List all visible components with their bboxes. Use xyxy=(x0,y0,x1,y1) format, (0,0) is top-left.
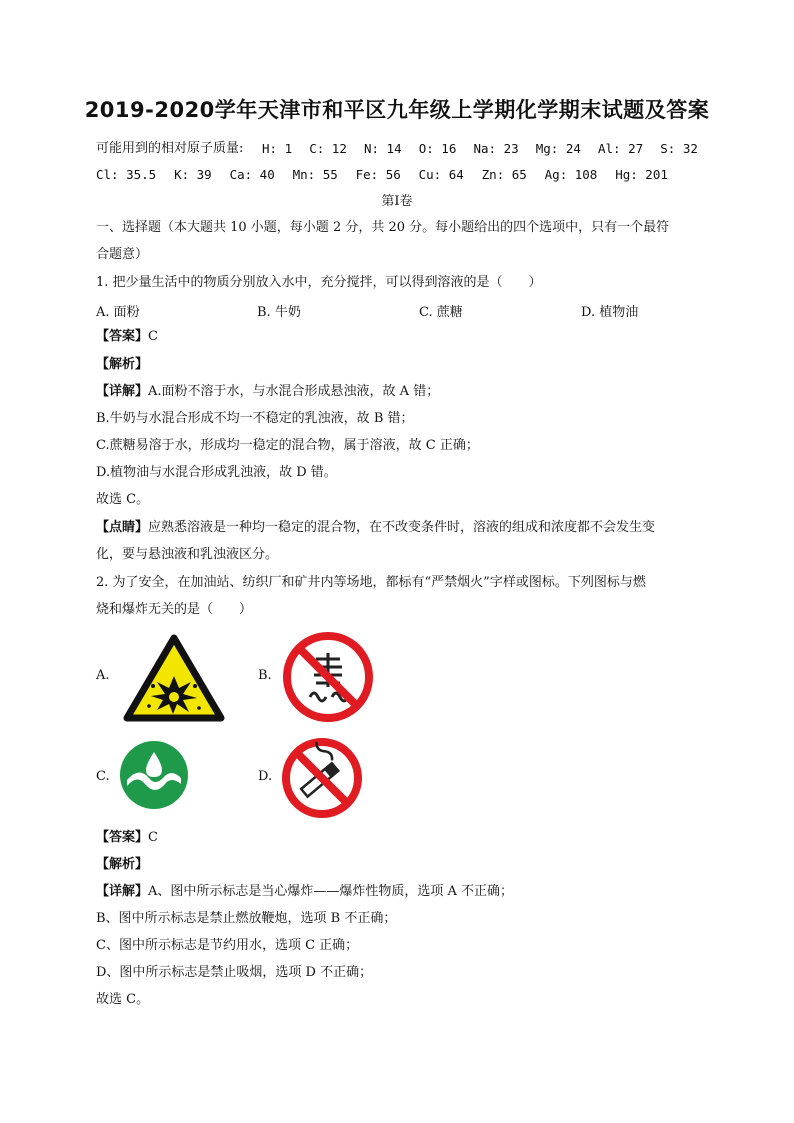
q1-detail-line xyxy=(96,383,439,401)
q1-option-c: C. 蔗糖 xyxy=(419,305,463,320)
mass-item: Ag: 108 xyxy=(544,167,598,182)
mass-item: H: 1 xyxy=(262,141,293,156)
section-heading: 一、选择题（本大题共 10 小题，每小题 2 分，共 20 分。每小题给出的四个选项中，只有一个最符 xyxy=(96,220,670,235)
q1-option-a: A. 面粉 xyxy=(96,305,140,320)
mass-item: Zn: 65 xyxy=(481,167,527,182)
page-title: 2019-2020学年天津市和平区九年级上学期化学期末试题及答案 xyxy=(84,98,710,122)
detail-text: A.面粉不溶于水，与水混合形成悬浊液，故 A 错； xyxy=(148,384,440,399)
volume-heading: 第I卷 xyxy=(381,194,413,209)
mass-item: Na: 23 xyxy=(473,141,519,156)
q1-detail-line: C.蔗糖易溶于水，形成均一稳定的混合物，属于溶液，故 C 正确； xyxy=(96,438,479,453)
detail-text: A、图中所示标志是当心爆炸——爆炸性物质，选项 A 不正确； xyxy=(148,884,514,899)
mass-item: Cl: 35.5 xyxy=(96,167,157,182)
atomic-mass-lead: 可能用到的相对原子质量: xyxy=(96,141,244,156)
answer-tag: 【答案】 xyxy=(96,830,149,845)
q1-tip-cont: 化，要与悬浊液和乳浊液区分。 xyxy=(96,547,279,562)
detail-tag: 【详解】 xyxy=(96,384,149,399)
mass-item: N: 14 xyxy=(363,141,402,156)
q2-label-d: D. xyxy=(258,769,273,784)
mass-item: S: 32 xyxy=(660,141,698,156)
q2-answer xyxy=(96,829,158,847)
q1-detail-line: B.牛奶与水混合形成不均一不稳定的乳浊液，故 B 错； xyxy=(96,411,414,426)
tip-tag: 【点睛】 xyxy=(96,520,149,535)
mass-item: C: 12 xyxy=(309,141,347,156)
q2-label-b: B. xyxy=(258,668,272,683)
q1-answer xyxy=(96,328,158,346)
q1-option-b: B. 牛奶 xyxy=(257,305,301,320)
q2-analysis-tag: 【解析】 xyxy=(96,857,149,872)
answer-tag: 【答案】 xyxy=(96,329,149,344)
q1-option-d: D. 植物油 xyxy=(581,305,639,320)
q1-stem: 1. 把少量生活中的物质分别放入水中，充分搅拌，可以得到溶液的是（ ） xyxy=(96,275,542,290)
mass-item: Mn: 55 xyxy=(292,167,338,182)
atomic-mass-row-2 xyxy=(96,167,668,182)
answer-value: C xyxy=(148,329,158,344)
q2-conclusion: 故选 C。 xyxy=(96,992,150,1007)
q2-stem-cont: 烧和爆炸无关的是（ ） xyxy=(96,602,253,617)
q1-analysis-tag: 【解析】 xyxy=(96,357,149,372)
mass-item: Ca: 40 xyxy=(229,167,275,182)
q2-detail-line xyxy=(96,883,513,901)
mass-item: Mg: 24 xyxy=(535,141,581,156)
q2-detail-line: D、图中所示标志是禁止吸烟，选项 D 不正确； xyxy=(96,965,373,980)
explosive-warning-icon xyxy=(123,634,225,722)
mass-item: Al: 27 xyxy=(598,141,644,156)
q2-detail-line: C、图中所示标志是节约用水，选项 C 正确； xyxy=(96,938,359,953)
q2-label-c: C. xyxy=(96,769,110,784)
water-saving-icon xyxy=(119,740,189,810)
section-heading-cont: 合题意） xyxy=(96,247,149,262)
no-fireworks-icon xyxy=(282,631,374,723)
tip-text: 应熟悉溶液是一种均一稳定的混合物，在不改变条件时，溶液的组成和浓度都不会发生变 xyxy=(148,520,656,535)
q1-tip xyxy=(96,519,655,537)
q1-detail-line: D.植物油与水混合形成乳浊液，故 D 错。 xyxy=(96,465,337,480)
atomic-mass-row-1 xyxy=(262,141,698,156)
mass-item: O: 16 xyxy=(418,141,457,156)
mass-item: Fe: 56 xyxy=(355,167,401,182)
no-smoking-icon xyxy=(281,737,363,819)
mass-item: K: 39 xyxy=(174,167,212,182)
answer-value: C xyxy=(148,830,158,845)
q2-stem: 2. 为了安全，在加油站、纺织厂和矿井内等场地，都标有“严禁烟火”字样或图标。下列图标与燃 xyxy=(96,575,646,590)
q2-label-a: A. xyxy=(96,668,110,683)
q2-detail-line: B、图中所示标志是禁止燃放鞭炮，选项 B 不正确； xyxy=(96,911,397,926)
mass-item: Hg: 201 xyxy=(615,167,668,182)
detail-tag: 【详解】 xyxy=(96,884,149,899)
q1-conclusion: 故选 C。 xyxy=(96,492,150,507)
mass-item: Cu: 64 xyxy=(418,167,464,182)
